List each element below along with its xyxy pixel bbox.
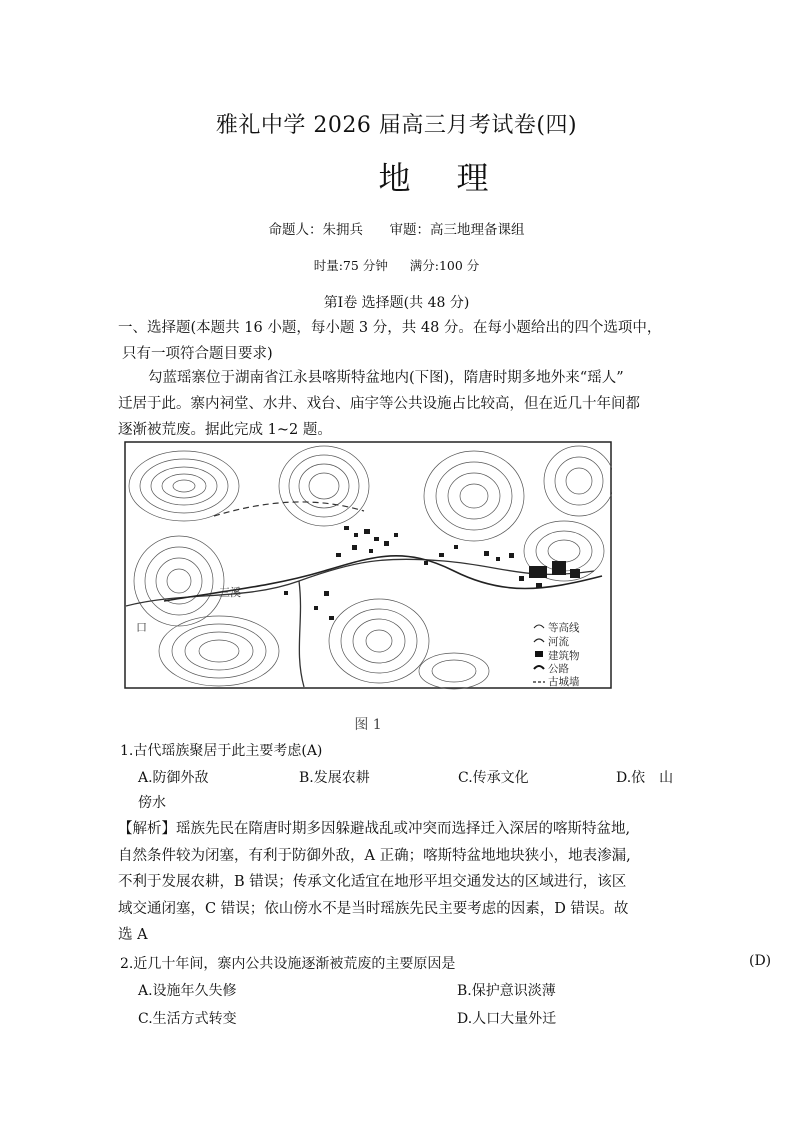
passage-line: 逐渐被荒废。据此完成 1~2 题。 [118,422,332,438]
q1-option-d-continued: 傍水 [138,795,166,811]
passage [118,365,678,443]
map-legend [530,619,610,688]
section-heading-line: 只有一项符合题目要求) [122,346,273,362]
analysis-line: 域交通闭塞，C 错误；依山傍水不是当时瑶族先民主要考虑的因素，D 错误。故 [118,900,629,917]
q1-stem: 1.古代瑶族聚居于此主要考虑(A) [120,743,323,759]
q2-option: B.保护意识淡薄 [457,983,556,999]
analysis-line: 不利于发展农耕，B 错误；传承文化适宜在地形平坦交通发达的区域进行，该区 [118,874,627,890]
section-heading [118,315,678,367]
legend-item: 河流 [548,636,569,648]
figure-caption: 图 1 [354,717,382,733]
setter-line [0,218,793,238]
legend-building-icon [535,651,543,657]
score-info: 满分:100 分 [409,258,480,273]
legend-item: 建筑物 [548,650,580,662]
analysis-line: 【解析】瑶族先民在隋唐时期多因躲避战乱或冲突而选择迁入深居的喀斯特盆地, [118,821,631,837]
analysis-line: 选 A [118,927,148,943]
analysis-line: 自然条件较为闭塞，有利于防御外敌，A 正确；喀斯特盆地地块狭小，地表渗漏, [118,847,631,864]
q1-option: D.依 山 [616,770,674,786]
q2-answer: (D) [749,953,772,969]
setter-label: 命题人：朱拥兵 [268,222,363,238]
volume-title: 第Ⅰ卷 选择题(共 48 分) [323,295,470,311]
place-label-kou: 口 [136,621,147,634]
legend-item: 公路 [548,663,569,675]
section-heading-line: 一、选择题(本题共 16 小题，每小题 3 分，共 48 分。在每小题给出的四个选项中， [118,320,662,336]
q1-analysis [118,816,631,949]
q2-option: A.设施年久失修 [138,983,237,999]
reviewer-label: 审题：高三地理备课组 [389,222,525,238]
time-score-line [0,256,793,274]
karst-basin-map [124,441,612,737]
q1-option: B.发展农耕 [299,770,370,786]
exam-school-title: 雅礼中学 2026 届高三月考试卷(四) [215,113,578,138]
q1-option: C.传承文化 [458,770,529,786]
passage-line: 迁居于此。寨内祠堂、水井、戏台、庙宇等公共设施占比较高，但在近几十年间都 [118,396,640,412]
passage-line: 勾蓝瑶寨位于湖南省江永县喀斯特盆地内(下图)，隋唐时期多地外来“瑶人” [148,370,624,386]
q1-option: A.防御外敌 [138,770,209,786]
subject-title: 地理 [378,159,535,197]
legend-item: 古城墙 [548,676,580,688]
q2-stem: 2.近几十年间，寨内公共设施逐渐被荒废的主要原因是 [120,956,456,972]
time-info: 时量:75 分钟 [313,258,388,273]
q2-option: C.生活方式转变 [138,1011,237,1027]
q2-option: D.人口大量外迁 [457,1011,557,1027]
legend-item: 等高线 [548,622,580,634]
place-label-sanxi: 三溪 [219,586,241,599]
